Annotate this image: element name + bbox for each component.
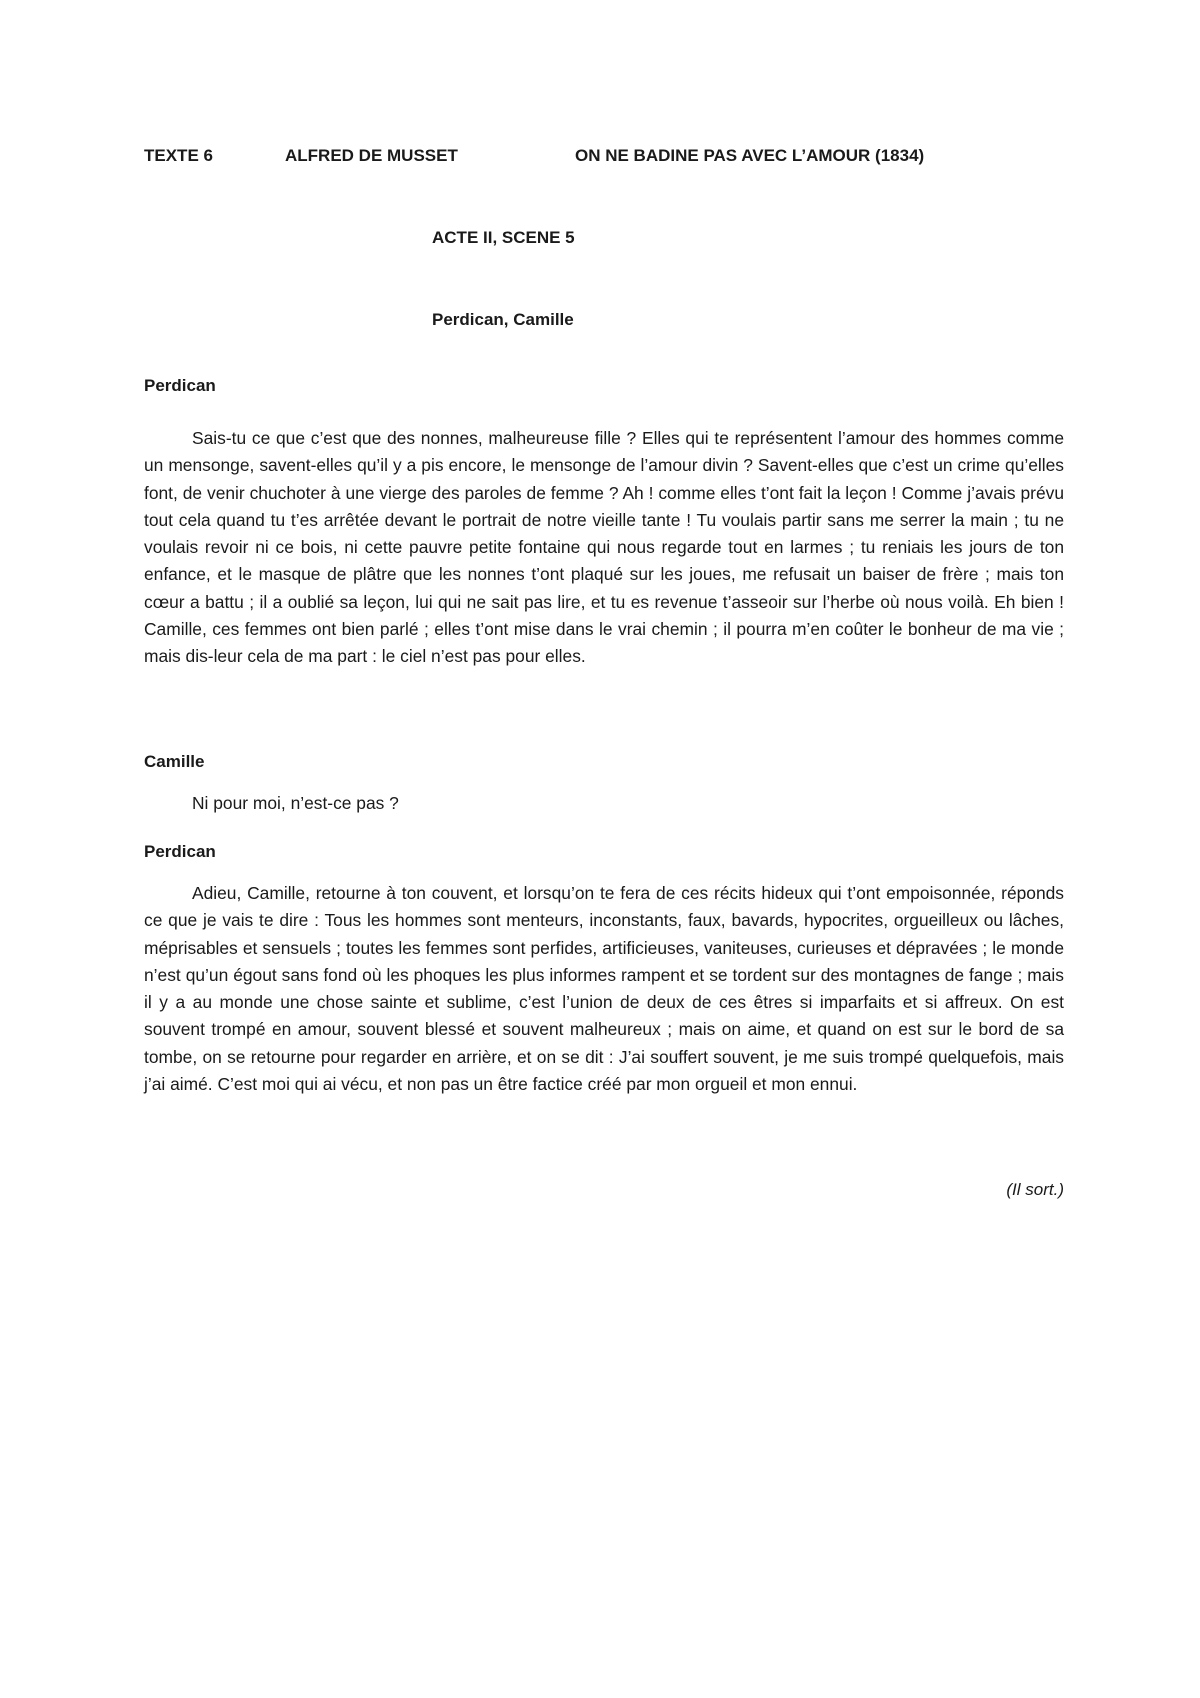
speaker-name: Perdican (144, 376, 216, 395)
speaker-name: Camille (144, 752, 205, 771)
stage-direction: (Il sort.) (1006, 1180, 1064, 1199)
scene-characters: Perdican, Camille (432, 310, 574, 329)
speech-text: Sais-tu ce que c’est que des nonnes, malheureuse fille ? Elles qui te représentent l’amour des hommes comme un mensonge, savent-elles qu’il y a pis encore, le mensonge de l’amour divin ? Savent-elles que c’est un crime qu’elles font, de venir chuchoter à une vierge des paroles de femme ? Ah ! comme elles t’ont fait la leçon ! Comme j’avais prévu tout cela quand tu t’es arrêtée devant le portrait de notre vieille tante ! Tu voulais partir sans me serrer la main ; tu ne voulais revoir ni ce bois, ni cette pauvre petite fontaine qui nous regarde tout en larmes ; tu reniais les jours de ton enfance, et le masque de plâtre que les nonnes t’ont plaqué sur les joues, me refusait un baiser de frère ; mais ton cœur a battu ; il a oublié sa leçon, lui qui ne sait pas lire, et tu es revenue t’asseoir sur l’herbe où nous voilà. Eh bien ! Camille, ces femmes ont bien parlé ; elles t’ont mise dans le vrai chemin ; il pourra m’en coûter le bonheur de ma vie ; mais dis-leur cela de ma part : le ciel n’est pas pour elles. (144, 428, 1064, 667)
speaker-name: Perdican (144, 842, 216, 861)
work-title: ON NE BADINE PAS AVEC L’AMOUR (1834) (575, 146, 925, 165)
speech-text: Adieu, Camille, retourne à ton couvent, et lorsqu’on te fera de ces récits hideux qui t’ont empoisonnée, réponds ce que je vais te dire : Tous les hommes sont menteurs, inconstants, faux, bavards, hypocrites, orgueilleux ou lâches, méprisables et sensuels ; toutes les femmes sont perfides, artificieuses, vaniteuses, curieuses et dépravées ; le monde n’est qu’un égout sans fond où les phoques les plus informes rampent et se tordent sur des montagnes de fange ; mais il y a au monde une chose sainte et sublime, c’est l’union de deux de ces êtres si imparfaits et si affreux. On est souvent trompé en amour, souvent blessé et souvent malheureux ; mais on aime, et quand on est sur le bord de sa tombe, on se retourne pour regarder en arrière, et on se dit : J’ai souffert souvent, je me suis trompé quelquefois, mais j’ai aimé. C’est moi qui ai vécu, et non pas un être factice créé par mon orgueil et mon ennui. (144, 883, 1064, 1095)
speech-text: Ni pour moi, n’est-ce pas ? (192, 793, 399, 813)
author-name: ALFRED DE MUSSET (285, 146, 458, 165)
text-number: TEXTE 6 (144, 146, 213, 165)
act-scene-heading: ACTE II, SCENE 5 (432, 228, 575, 247)
document-header (144, 146, 1064, 170)
